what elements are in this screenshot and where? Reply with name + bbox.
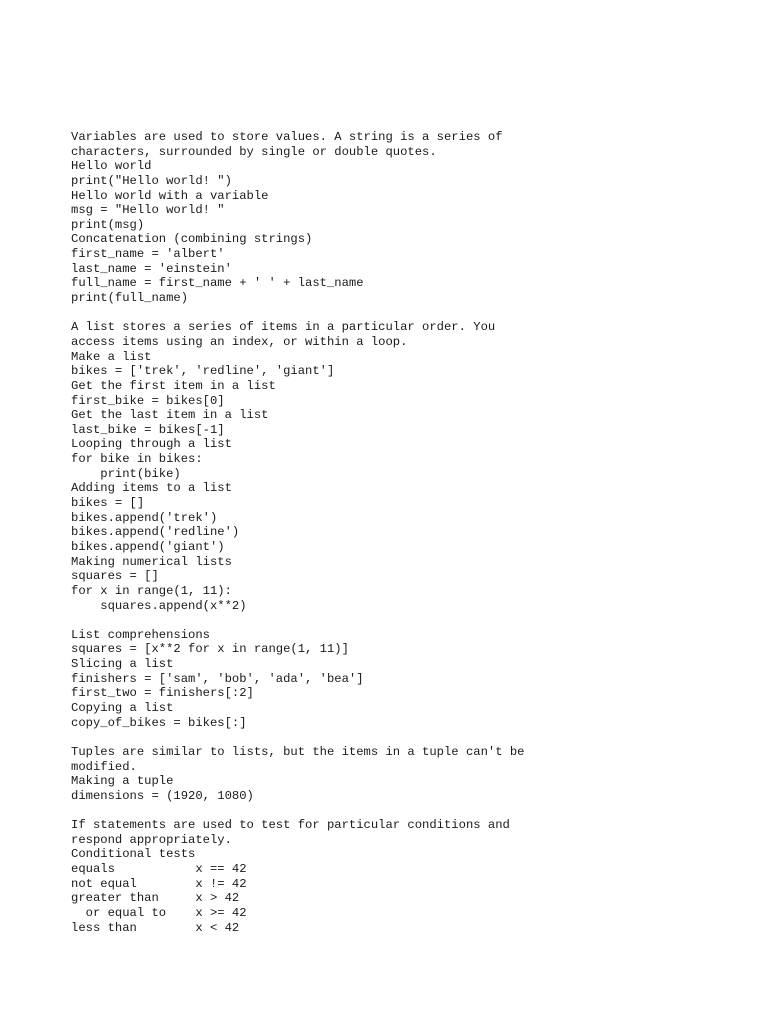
text-line: print("Hello world! ") xyxy=(71,173,232,188)
text-line: greater than x > 42 xyxy=(71,891,240,906)
text-line: Hello world with a variable xyxy=(71,188,269,203)
text-line: bikes = [] xyxy=(71,496,145,511)
text-line: squares.append(x**2) xyxy=(71,598,247,613)
text-line: Looping through a list xyxy=(71,437,232,452)
text-line: dimensions = (1920, 1080) xyxy=(71,788,254,803)
text-line: Variables are used to store values. A string is a series of xyxy=(71,130,503,144)
text-line: access items using an index, or within a loop. xyxy=(71,334,408,349)
text-line: first_name = 'albert' xyxy=(71,247,225,262)
text-line: modified. xyxy=(71,759,137,774)
text-line: Make a list xyxy=(71,349,152,364)
text-line: equals x == 42 xyxy=(71,862,247,877)
text-line: Making a tuple xyxy=(71,774,174,789)
text-line: squares = [x**2 for x in range(1, 11)] xyxy=(71,642,349,657)
text-line: Tuples are similar to lists, but the items in a tuple can't be xyxy=(71,744,525,759)
text-line: Making numerical lists xyxy=(71,554,232,569)
section-if-statements xyxy=(71,818,731,935)
text-line: If statements are used to test for particular conditions and xyxy=(71,818,510,833)
text-line: or equal to x >= 42 xyxy=(71,905,247,920)
section-spacer xyxy=(71,613,731,628)
text-line: last_name = 'einstein' xyxy=(71,261,232,276)
text-line: Hello world xyxy=(71,159,152,174)
document-body xyxy=(71,130,731,935)
text-line: Adding items to a list xyxy=(71,481,232,496)
section-spacer xyxy=(71,306,731,321)
text-line: print(msg) xyxy=(71,217,145,232)
text-line: Slicing a list xyxy=(71,657,174,672)
section-tuples xyxy=(71,745,731,804)
section-spacer xyxy=(71,803,731,818)
text-line: last_bike = bikes[-1] xyxy=(71,422,225,437)
text-line: less than x < 42 xyxy=(71,920,240,935)
text-line: bikes.append('trek') xyxy=(71,510,218,525)
section-lists xyxy=(71,320,731,613)
text-line: for x in range(1, 11): xyxy=(71,583,232,598)
text-line: msg = "Hello world! " xyxy=(71,203,225,218)
text-line: not equal x != 42 xyxy=(71,876,247,891)
text-line: Concatenation (combining strings) xyxy=(71,232,313,247)
text-line: first_two = finishers[:2] xyxy=(71,686,254,701)
section-strings xyxy=(71,130,731,306)
section-list-comprehensions xyxy=(71,628,731,730)
text-line: bikes = ['trek', 'redline', 'giant'] xyxy=(71,364,335,379)
text-line: Conditional tests xyxy=(71,847,196,862)
section-spacer xyxy=(71,730,731,745)
text-line: print(bike) xyxy=(71,466,181,481)
text-line: bikes.append('redline') xyxy=(71,525,240,540)
text-line: Copying a list xyxy=(71,700,174,715)
text-line: for bike in bikes: xyxy=(71,452,203,467)
text-line: respond appropriately. xyxy=(71,832,232,847)
text-line: full_name = first_name + ' ' + last_name xyxy=(71,276,364,291)
text-line: Get the first item in a list xyxy=(71,378,276,393)
text-line: A list stores a series of items in a particular order. You xyxy=(71,320,496,335)
text-line: first_bike = bikes[0] xyxy=(71,393,225,408)
text-line: characters, surrounded by single or double quotes. xyxy=(71,144,437,159)
text-line: List comprehensions xyxy=(71,627,210,642)
text-line: finishers = ['sam', 'bob', 'ada', 'bea'] xyxy=(71,671,364,686)
text-line: squares = [] xyxy=(71,569,159,584)
text-line: Get the last item in a list xyxy=(71,408,269,423)
text-line: print(full_name) xyxy=(71,291,189,306)
text-line: bikes.append('giant') xyxy=(71,539,225,554)
text-line: copy_of_bikes = bikes[:] xyxy=(71,715,247,730)
